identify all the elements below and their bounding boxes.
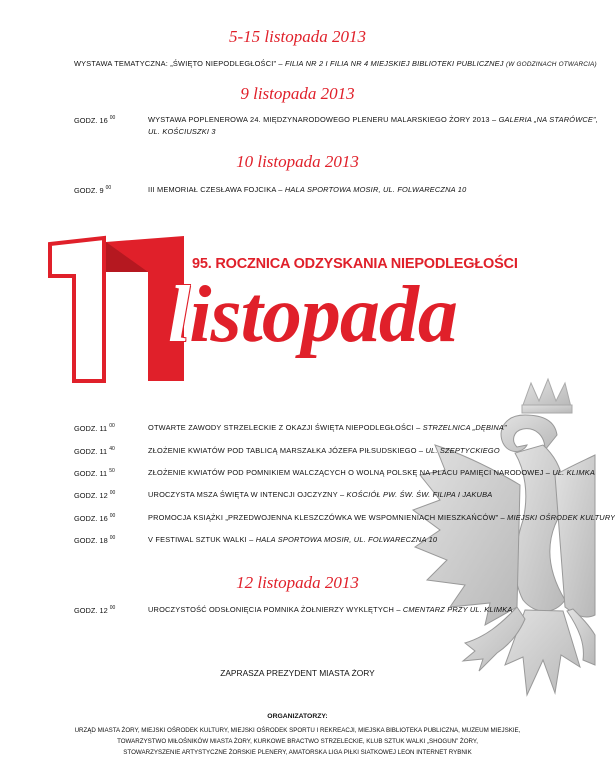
event-martial-arts-festival: V FESTIWAL SZTUK WALKI – HALA SPORTOWA MOSIR, UL. FOLWARECZNA 10 — [148, 535, 438, 544]
event-shooting-contest: OTWARTE ZAWODY STRZELECKIE Z OKAZJI ŚWIĘTA NIEPODLEGŁOŚCI – STRZELNICA „DĘBINA” — [148, 423, 507, 432]
event-time: GODZ. 12 $^{00}$ — [74, 605, 116, 615]
event-place-street: UL. KOŚCIUSZKI 3 — [148, 127, 216, 136]
event-place: HALA SPORTOWA MOSIR, UL. FOLWARECZNA 10 — [284, 185, 467, 194]
event-memorial — [148, 185, 466, 194]
organizers-line: STOWARZYSZENIE ARTYSTYCZNE ŻORSKIE PLENERY, AMATORSKA LIGA PIŁKI SIATKOWEJ LEON INTERNET RYBNIK — [123, 749, 472, 756]
organizers-title: ORGANIZATORZY: — [267, 713, 328, 720]
event-time: GODZ. 16 $^{00}$ — [74, 115, 116, 125]
anniversary-title: 95. ROCZNICA ODZYSKANIA NIEPODLEGŁOŚCI — [192, 256, 518, 272]
event-text: WYSTAWA POPLENEROWA 24. MIĘDZYNARODOWEGO PLENERU MALARSKIEGO ŻORY 2013 – — [148, 115, 497, 124]
date-heading-12: 12 listopada 2013 — [236, 573, 359, 592]
event-text: WYSTAWA TEMATYCZNA: „ŚWIĘTO NIEPODLEGŁOŚCI” – — [74, 59, 283, 68]
event-time: GODZ. 11 $^{50}$ — [74, 468, 115, 478]
date-heading-10: 10 listopada 2013 — [236, 152, 359, 171]
event-time: GODZ. 11 $^{00}$ — [74, 423, 115, 433]
big-number-label: 11 — [119, 376, 121, 377]
event-text: III MEMORIAŁ CZESŁAWA FOJCIKA – — [148, 185, 283, 194]
month-title — [168, 270, 457, 361]
event-mass: UROCZYSTA MSZA ŚWIĘTA W INTENCJI OJCZYZNY – KOŚCIÓŁ PW. ŚW. ŚW. FILIPA I JAKUBA — [148, 490, 493, 499]
date-heading-5-15: 5-15 listopada 2013 — [229, 27, 366, 46]
event-time: GODZ. 16 $^{00}$ — [74, 513, 116, 523]
event-time: GODZ. 12 $^{00}$ — [74, 490, 116, 500]
month-rest: istopada — [189, 271, 457, 359]
organizers-line: TOWARZYSTWO MIŁOŚNIKÓW MIASTA ŻORY, KURKOWE BRACTWO STRZELECKIE, KLUB SZTUK WALKI „SHOGUN” ŻORY, — [117, 738, 478, 745]
event-time: GODZ. 9 $^{00}$ — [74, 185, 112, 195]
event-time: GODZ. 11 $^{40}$ — [74, 446, 115, 456]
event-flowers-monument: ZŁOŻENIE KWIATÓW POD POMNIKIEM WALCZĄCYCH O WOLNĄ POLSKĘ NA PLACU PAMIĘCI NARODOWEJ – UL. KLIMKA — [148, 468, 595, 477]
event-plein-air-exhibition — [148, 115, 598, 124]
event-place: GALERIA „NA STARÓWCE”, — [498, 115, 598, 124]
organizers-line: URZĄD MIASTA ŻORY, MIEJSKI OŚRODEK KULTURY, MIEJSKI OŚRODEK SPORTU I REKREACJI, MIEJSKA BIBLIOTEKA PUBLICZNA, MUZEUM MIEJSKIE, — [74, 727, 521, 734]
date-heading-9: 9 listopada 2013 — [240, 84, 355, 103]
event-flowers-pilsudski: ZŁOŻENIE KWIATÓW POD TABLICĄ MARSZAŁKA JÓZEFA PIŁSUDSKIEGO – UL. SZEPTYCKIEGO — [148, 446, 500, 455]
month-first-letter: l — [168, 271, 190, 359]
event-note: (W GODZINACH OTWARCIA) — [505, 61, 597, 68]
event-time: GODZ. 18 $^{00}$ — [74, 535, 116, 545]
event-place: FILIA NR 2 I FILIA NR 4 MIEJSKIEJ BIBLIOTEKI PUBLICZNEJ — [284, 59, 504, 68]
event-monument-unveiling: UROCZYSTOŚĆ ODSŁONIĘCIA POMNIKA ŻOŁNIERZY WYKLĘTYCH – CMENTARZ PRZY UL. KLIMKA — [148, 605, 513, 614]
invitation-text: ZAPRASZA PREZYDENT MIASTA ŻORY — [220, 668, 375, 678]
event-book-promotion: PROMOCJA KSIĄŻKI „PRZEDWOJENNA KLESZCZÓWKA WE WSPOMNIENIACH MIESZKAŃCÓW” – MIEJSKI OŚRODEK KULTURY — [148, 513, 615, 522]
event-exhibition-theme — [74, 59, 597, 68]
